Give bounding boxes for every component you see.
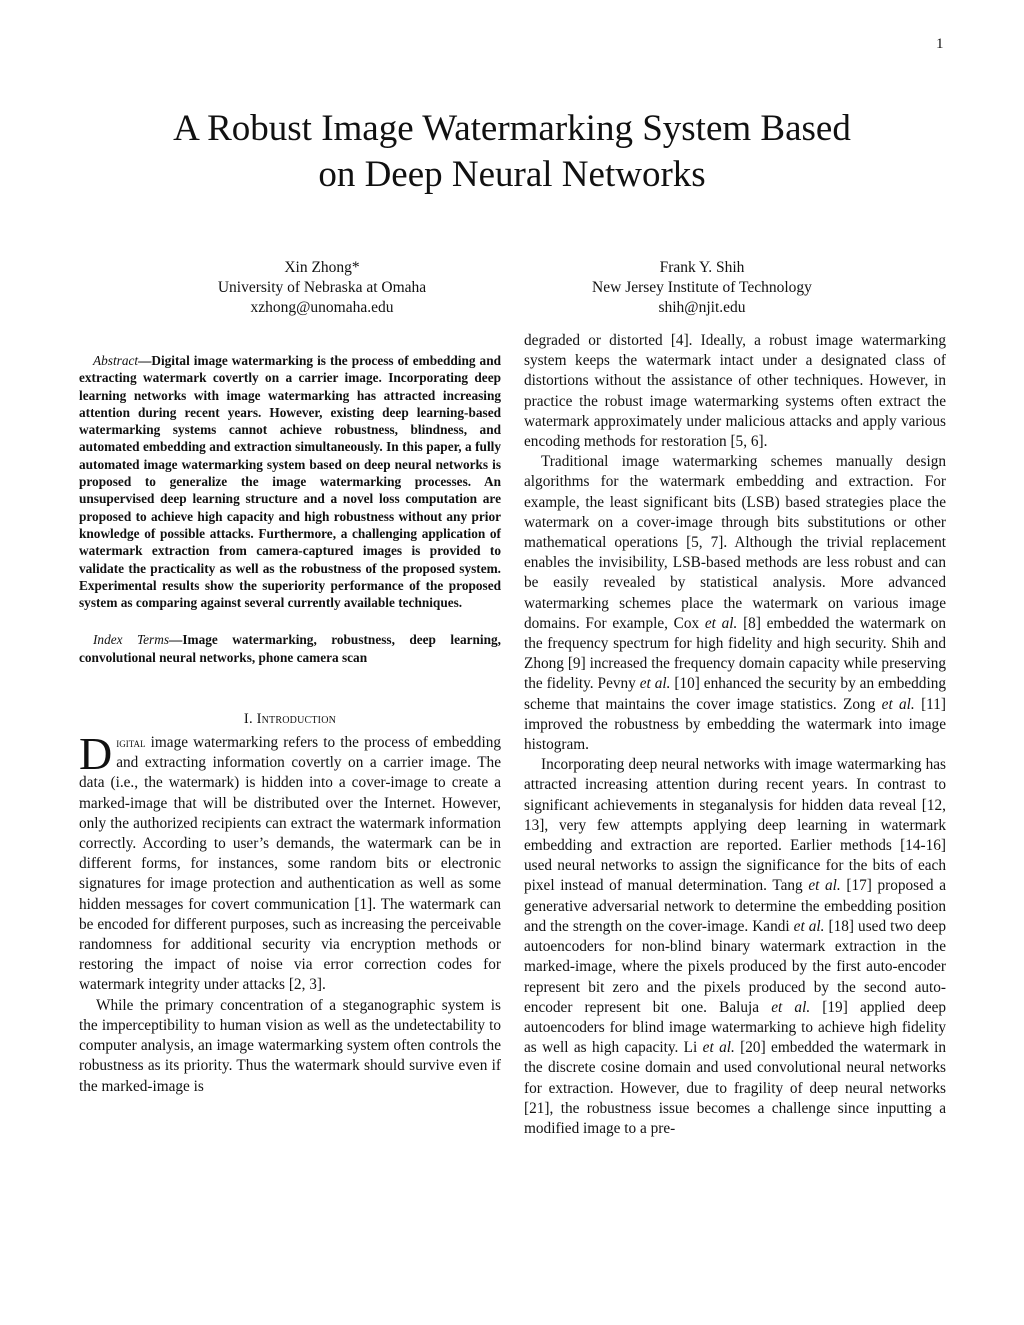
intro-paragraph-1 [79,728,501,996]
et-al: et al. [639,675,671,693]
title-line-2: on Deep Neural Networks [318,154,706,195]
section-title: Introduction [256,711,337,728]
author-affiliation: University of Nebraska at Omaha [217,279,427,296]
section-heading-introduction [79,711,501,728]
drop-cap: D [79,728,113,780]
paper-title [0,106,1024,198]
et-al: et al. [881,695,915,713]
intro-paragraph-2: While the primary concentration of a steganographic system is the imperceptibility to human vision as well as the undetectability to computer analysis, an image watermarking system often controls the robustness as its priority. Thus the watermark should survive even if the marked-image is [79,996,501,1095]
text-run: [19] applied deep autoencoders for blind image watermarking to achieve high fidelity as well as high capacity. Li [524,998,947,1057]
index-terms-text: Image watermarking, robustness, deep learning, convolutional neural networks, phone camera scan [79,632,501,665]
title-line-1: A Robust Image Watermarking System Based [173,108,851,149]
author-affiliation: New Jersey Institute of Technology [592,279,812,296]
abstract-label: Abstract [93,353,139,368]
et-al: et al. [771,998,811,1016]
text-run: [18] used two deep autoencoders for non-blind binary watermark extraction in the marked-image, where the pixels produced by the first auto-encoder represent bit zero and the pixels produced by the second auto-encoder represent bit one. Baluja [524,917,946,1016]
text-run: [10] enhanced the security by an embedding scheme that maintains the cover image statistics. Zong [524,675,946,713]
index-terms-dash: — [169,632,183,648]
author-block-2 [512,258,892,318]
text-run: [11] improved the robustness by embedding the watermark into image histogram. [524,695,947,754]
text-run: [8] embedded the watermark on the frequency spectrum for high fidelity and high security. Shih and Zhong [9] increased the frequency domain capacity while preserving the fidelity. Pevny [524,614,946,693]
abstract-text: Digital image watermarking is the process of embedding and extracting watermark covertly on a carrier image. Incorporating deep learning networks with image watermarking has attracted increasing attention during recent years. However, existing deep learning-based watermarking systems cannot achieve robustness, blindness, and automated embedding and extraction simultaneously. In this paper, a fully automated image watermarking system based on deep neural networks is proposed to generalize the image watermarking processes. An unsupervised deep learning structure and a novel loss computation are proposed to achieve high capacity and high robustness without any prior knowledge of possible attacks. Furthermore, a challenging application of watermark extraction from camera-captured images is provided to validate the practicality as well as the robustness of the proposed system. Experimental results show the superiority performance of the proposed system as comparing against several currently available techniques. [79,353,501,611]
text-run: Traditional image watermarking schemes manually design algorithms for the watermark embedding and extraction. For example, the least significant bits (LSB) based strategies place the watermark on a cover-image through bits substitutions or other mathematical operations [5, 7]. Although the trivial replacement enables the invisibility, LSB-based methods are less robust and can be easily revealed by statistical analysis. More advanced watermarking schemes place the watermark on various image domains. For example, Cox [524,453,946,632]
index-terms-label: Index Terms [93,632,170,648]
right-paragraph-3 [524,755,946,1139]
page-number: 1 [936,36,944,52]
left-column [79,352,501,1097]
right-paragraph-2 [524,452,946,755]
section-numeral: I. [243,711,257,728]
abstract-dash: — [138,353,152,368]
et-al: et al. [702,1039,735,1057]
text-run: [17] proposed a generative adversarial network to determine the embedding position and the strength on the cover-image. Kandi [524,877,946,935]
index-terms [79,631,501,666]
drop-cap-tail: igital [116,735,146,751]
et-al: et al. [793,917,825,935]
author-name: Frank Y. Shih [659,259,745,276]
author-block-1 [132,258,512,318]
right-paragraph-1: degraded or distorted [4]. Ideally, a robust image watermarking system keeps the watermark intact under a designated class of distortions without the assistance of other techniques. However, in practice the robust image watermarking systems often extract the watermark approximately under malicious attacks and apply various encoding methods for restoration [5, 6]. [524,332,946,451]
author-email: xzhong@unomaha.edu [250,299,394,316]
right-column [524,331,946,1139]
author-name: Xin Zhong* [284,259,360,276]
text-run: [20] embedded the watermark in the discrete cosine domain and used convolutional neural networks for extraction. However, due to fragility of deep neural networks [21], the robustness issue becomes a challenge since inputting a modified image to a pre- [524,1039,947,1137]
author-email: shih@njit.edu [658,299,746,316]
et-al: et al. [808,877,841,895]
abstract [79,352,501,611]
et-al: et al. [704,614,738,632]
intro-paragraph-1-text: image watermarking refers to the process of embedding and extracting information covertly on a carrier image. The data (i.e., the watermark) is hidden into a cover-image to create a marked-image that will be distributed over the Internet. However, only the authorized recipients can extract the watermark information correctly. According to user’s demands, the watermark can be in different forms, for instances, some random bits or electronic signatures for image protection and authentication as well as some hidden messages for covert communication [1]. The watermark can be encoded for different purposes, such as increasing the perceivable randomness for additional security via encryption methods or restoring the impact of noise via error correction codes for watermark integrity under attacks [2, 3]. [79,734,501,994]
text-run: Incorporating deep neural networks with image watermarking has attracted increasing attention during recent years. In contrast to significant achievements in steganalysis for hidden data reveal [12, 13], very few attempts applying deep learning in watermark embedding and extraction are reported. Earlier methods [14-16] used neural networks to assign the significance for the bits of each pixel instead of manual determination. Tang [524,756,946,895]
